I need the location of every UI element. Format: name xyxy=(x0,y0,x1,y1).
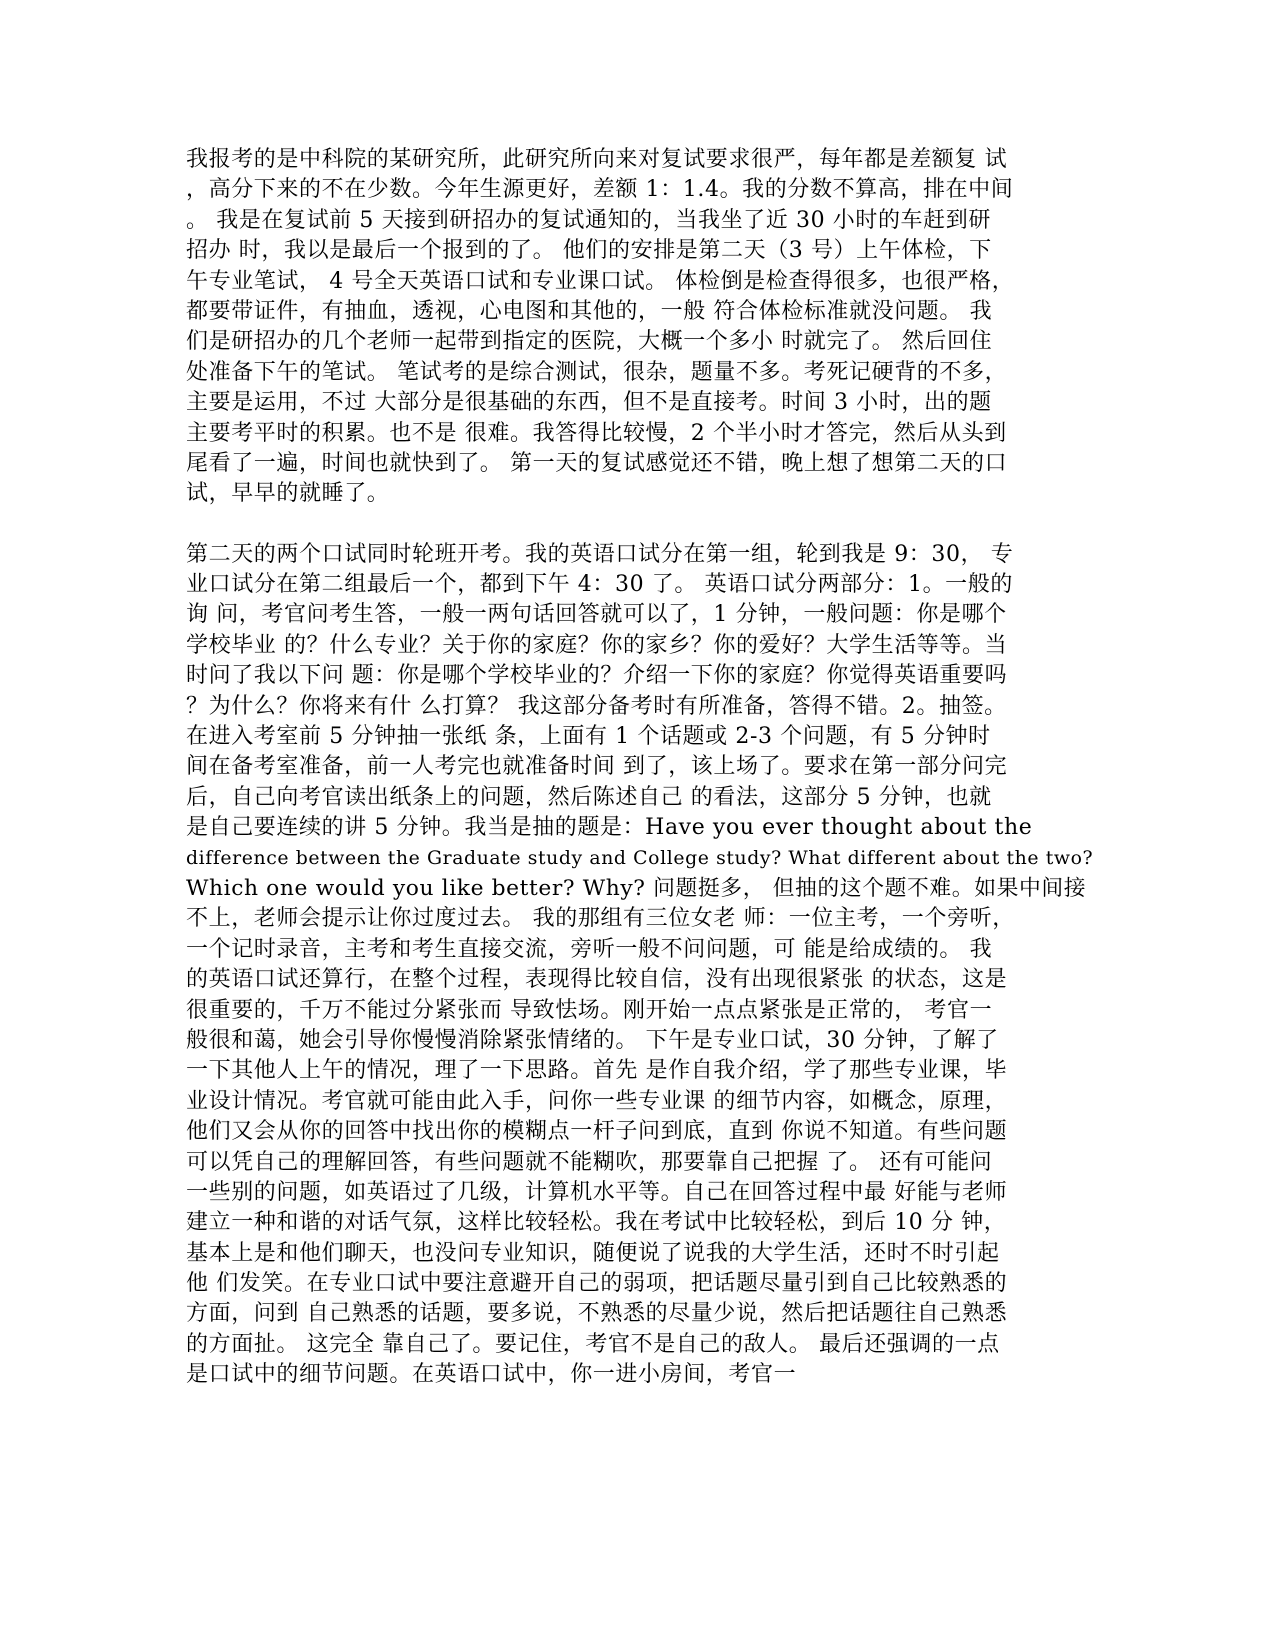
text-line: 是口试中的细节问题。在英语口试中，你一进小房间，考官一 xyxy=(186,1362,797,1388)
paragraph-2 xyxy=(186,540,1094,1391)
text-line: 间在备考室准备，前一人考完也就准备时间 到了，该上场了。要求在第一部分问完 xyxy=(186,754,1008,780)
text-line: 试，早早的就睡了。 xyxy=(186,481,390,507)
text-line: 主要考平时的积累。也不是 很难。我答得比较慢，2 个半小时才答完，然后从头到 xyxy=(186,420,1007,446)
text-line: 业口试分在第二组最后一个，都到下午 4：30 了。 英语口试分两部分：1。一般的 xyxy=(186,572,1013,598)
text-line: 方面，问到 自己熟悉的话题，要多说，不熟悉的尽量少说，然后把话题往自己熟悉 xyxy=(186,1301,1008,1327)
text-line: 们是研招办的几个老师一起带到指定的医院，大概一个多小 时就完了。 然后回住 xyxy=(186,329,993,355)
text-line: 一下其他人上午的情况，理了一下思路。首先 是作自我介绍，学了那些专业课，毕 xyxy=(186,1058,1008,1084)
text-line: 都要带证件，有抽血，透视，心电图和其他的，一般 符合体检标准就没问题。 我 xyxy=(186,298,993,324)
text-line: 询 问，考官问考生答，一般一两句话回答就可以了，1 分钟，一般问题：你是哪个 xyxy=(186,602,1007,628)
text-line: 。 我是在复试前 5 天接到研招办的复试通知的，当我坐了近 30 小时的车赶到研 xyxy=(186,207,991,233)
text-line: 招办 时，我以是最后一个报到的了。 他们的安排是第二天（3 号）上午体检，下 xyxy=(186,238,992,264)
text-line: 一些别的问题，如英语过了几级，计算机水平等。自己在回答过程中最 好能与老师 xyxy=(186,1179,1008,1205)
text-line: 基本上是和他们聊天，也没问专业知识，随便说了说我的大学生活，还时不时引起 xyxy=(186,1240,1000,1266)
text-line: 业设计情况。考官就可能由此入手，问你一些专业课 的细节内容，如概念，原理， xyxy=(186,1088,1008,1114)
text-line: 第二天的两个口试同时轮班开考。我的英语口试分在第一组，轮到我是 9：30， 专 xyxy=(186,541,1014,567)
paragraph-gap xyxy=(186,510,1091,540)
text-line: 的方面扯。 这完全 靠自己了。要记住，考官不是自己的敌人。 最后还强调的一点 xyxy=(186,1331,1000,1357)
text-line: 可以凭自己的理解回答，有些问题就不能糊吹，那要靠自己把握 了。 还有可能问 xyxy=(186,1149,993,1175)
text-line: 时问了我以下问 题：你是哪个学校毕业的？介绍一下你的家庭？你觉得英语重要吗 xyxy=(186,663,1008,689)
text-line: 很重要的，千万不能过分紧张而 导致怯场。刚开始一点点紧张是正常的， 考官一 xyxy=(186,997,993,1023)
text-line: 般很和蔼，她会引导你慢慢消除紧张情绪的。 下午是专业口试，30 分钟，了解了 xyxy=(186,1027,999,1053)
text-line: 一个记时录音，主考和考生直接交流，旁听一般不问问题，可 能是给成绩的。 我 xyxy=(186,936,993,962)
text-line: 学校毕业 的？什么专业？关于你的家庭？你的家乡？你的爱好？大学生活等等。当 xyxy=(186,632,1008,658)
text-line: 他们又会从你的回答中找出你的模糊点一杆子问到底，直到 你说不知道。有些问题 xyxy=(186,1119,1008,1145)
text-line: ？为什么？你将来有什 么打算？ 我这部分备考时有所准备，答得不错。2。抽签。 xyxy=(186,693,1007,719)
text-line: 在进入考室前 5 分钟抽一张纸 条，上面有 1 个话题或 2-3 个问题，有 5 分钟时 xyxy=(186,724,991,750)
text-line: 不上，老师会提示让你过度过去。 我的那组有三位女老 师：一位主考，一个旁听， xyxy=(186,906,1015,932)
document-body xyxy=(186,145,1094,1391)
text-line: 他 们发笑。在专业口试中要注意避开自己的弱项，把话题尽量引到自己比较熟悉的 xyxy=(186,1271,1008,1297)
text-line: difference between the Graduate study and College study? What different about the two? xyxy=(186,847,1094,869)
text-line: 主要是运用，不过 大部分是很基础的东西，但不是直接考。时间 3 小时，出的题 xyxy=(186,390,992,416)
text-line: 尾看了一遍，时间也就快到了。 第一天的复试感觉还不错，晚上想了想第二天的口 xyxy=(186,450,1008,476)
text-line: 后，自己向考官读出纸条上的问题，然后陈述自己 的看法，这部分 5 分钟，也就 xyxy=(186,784,992,810)
paragraph-1 xyxy=(186,145,1091,510)
text-line: 的英语口试还算行，在整个过程，表现得比较自信，没有出现很紧张 的状态，这是 xyxy=(186,967,1008,993)
text-line: 午专业笔试， 4 号全天英语口试和专业课口试。 体检倒是检查得很多，也很严格， xyxy=(186,268,1015,294)
text-line: 是自己要连续的讲 5 分钟。我当是抽的题是：Have you ever thought about the xyxy=(186,815,1033,841)
text-line: Which one would you like better? Why? 问题挺多， 但抽的这个题不难。如果中间接 xyxy=(186,875,1087,901)
text-line: 建立一种和谐的对话气氛，这样比较轻松。我在考试中比较轻松，到后 10 分 钟， xyxy=(186,1210,1007,1236)
text-line: 处准备下午的笔试。 笔试考的是综合测试，很杂，题量不多。考死记硬背的不多， xyxy=(186,359,1008,385)
text-line: 我报考的是中科院的某研究所，此研究所向来对复试要求很严，每年都是差额复 试 xyxy=(186,147,1008,172)
text-line: ，高分下来的不在少数。今年生源更好，差额 1：1.4。我的分数不算高，排在中间 xyxy=(186,177,1014,203)
